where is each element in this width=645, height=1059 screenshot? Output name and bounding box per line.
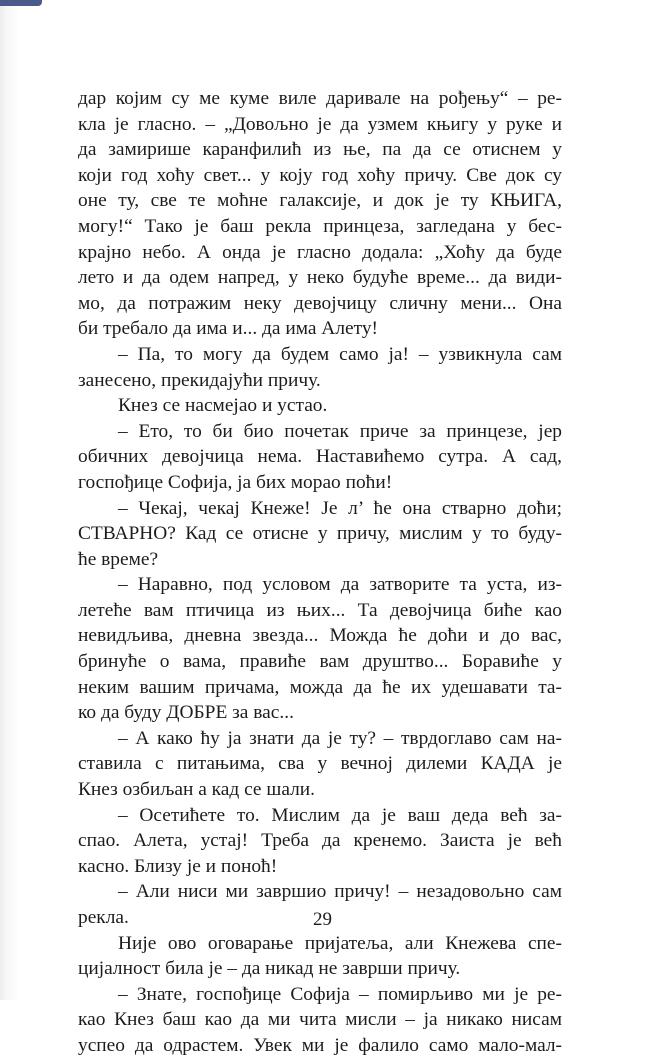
text-line: СТВАРНО? Кад се отисне у причу, мислим у то буду- [78,523,562,545]
text-line: оне ту, све те моћне галаксије, и док је ту КЊИГА, [78,190,562,212]
text-line: летеће вам птичица из њих... Та девојчица биће као [78,599,562,621]
scan-corner-mark [0,0,42,6]
text-line: занесено, прекидајући причу. [78,369,321,391]
text-line: – Наравно, под условом да затворите та уста, из- [118,574,562,596]
text-line: дар којим су ме куме виле даривале на рођењу“ – ре- [78,88,562,109]
text-line: могу!“ Тако је баш рекла принцеза, загледана у бес- [78,215,562,237]
text-line: – Па, то могу да будем само ја! – узвикнула сам [118,343,562,365]
text-line: ставила с питањима, сва у вечној дилеми КАДА је [78,753,562,775]
text-line: ко да буду ДОБРЕ за вас... [78,702,294,724]
text-line: рекла. [78,907,129,928]
text-line: Кнез озбиљан а кад се шали. [78,779,315,801]
text-line: бринуће о вама, правиће вам друштво... Боравиће у [78,651,562,673]
text-line: – А како ћу ја знати да је ту? – тврдоглаво сам на- [118,727,562,749]
text-line: госпођице Софија, ја бих морао поћи! [78,471,393,493]
text-line: – Ето, то би био почетак приче за принцезе, јер [118,420,562,442]
page-number: 29 [313,909,332,930]
text-line: – Али ниси ми завршио причу! – незадовољно сам [118,881,562,903]
text-line: који год хоћу свет... у коју год хоћу причу. Све док су [78,164,562,186]
text-line: цијалност била је – да никад не заврши причу. [78,958,461,980]
text-line: успео да одрастем. Увек ми је фалило само мало-мал- [78,1034,562,1056]
text-line: мо, да потражим неку девојчицу сличну мени... Она [78,292,562,314]
text-line: Није ово оговарање пријатеља, али Кнежева спе- [118,932,562,954]
text-line: ће време? [78,548,159,570]
text-line: – Осетићете то. Мислим да је ваш деда већ за- [118,804,562,826]
text-line: – Чекај, чекај Кнеже! Је л’ ће она стварно доћи; [118,497,562,519]
text-line: крајно небо. А онда је гласно додала: „Хоћу да буде [78,241,562,263]
text-line: да замирише каранфилић из ње, па да се отиснем у [78,139,562,161]
text-line: – Знате, госпођице Софија – помирљиво ми је ре- [118,983,562,1005]
text-line: неким вашим причама, можда да ће их удешавати та- [78,676,562,698]
text-line: би требало да има и... да има Алету! [78,318,378,340]
text-line: касно. Близу је и поноћ! [78,855,278,877]
text-line: лето и да одем напред, у неко будуће време... да види- [78,267,562,289]
text-line: Кнез се насмејао и устао. [118,395,328,417]
text-line: спао. Алета, устај! Треба да кренемо. Заиста је већ [78,830,562,852]
text-line: кла је гласно. – „Довољно је да узмем књигу у руке и [78,113,562,135]
text-line: обичних девојчица нема. Наставићемо сутра. А сад, [78,446,562,468]
text-line: невидљива, дневна звезда... Можда ће доћи и до вас, [78,625,562,647]
text-line: као Кнез баш као да ми чита мисли – ја никако нисам [78,1009,562,1031]
